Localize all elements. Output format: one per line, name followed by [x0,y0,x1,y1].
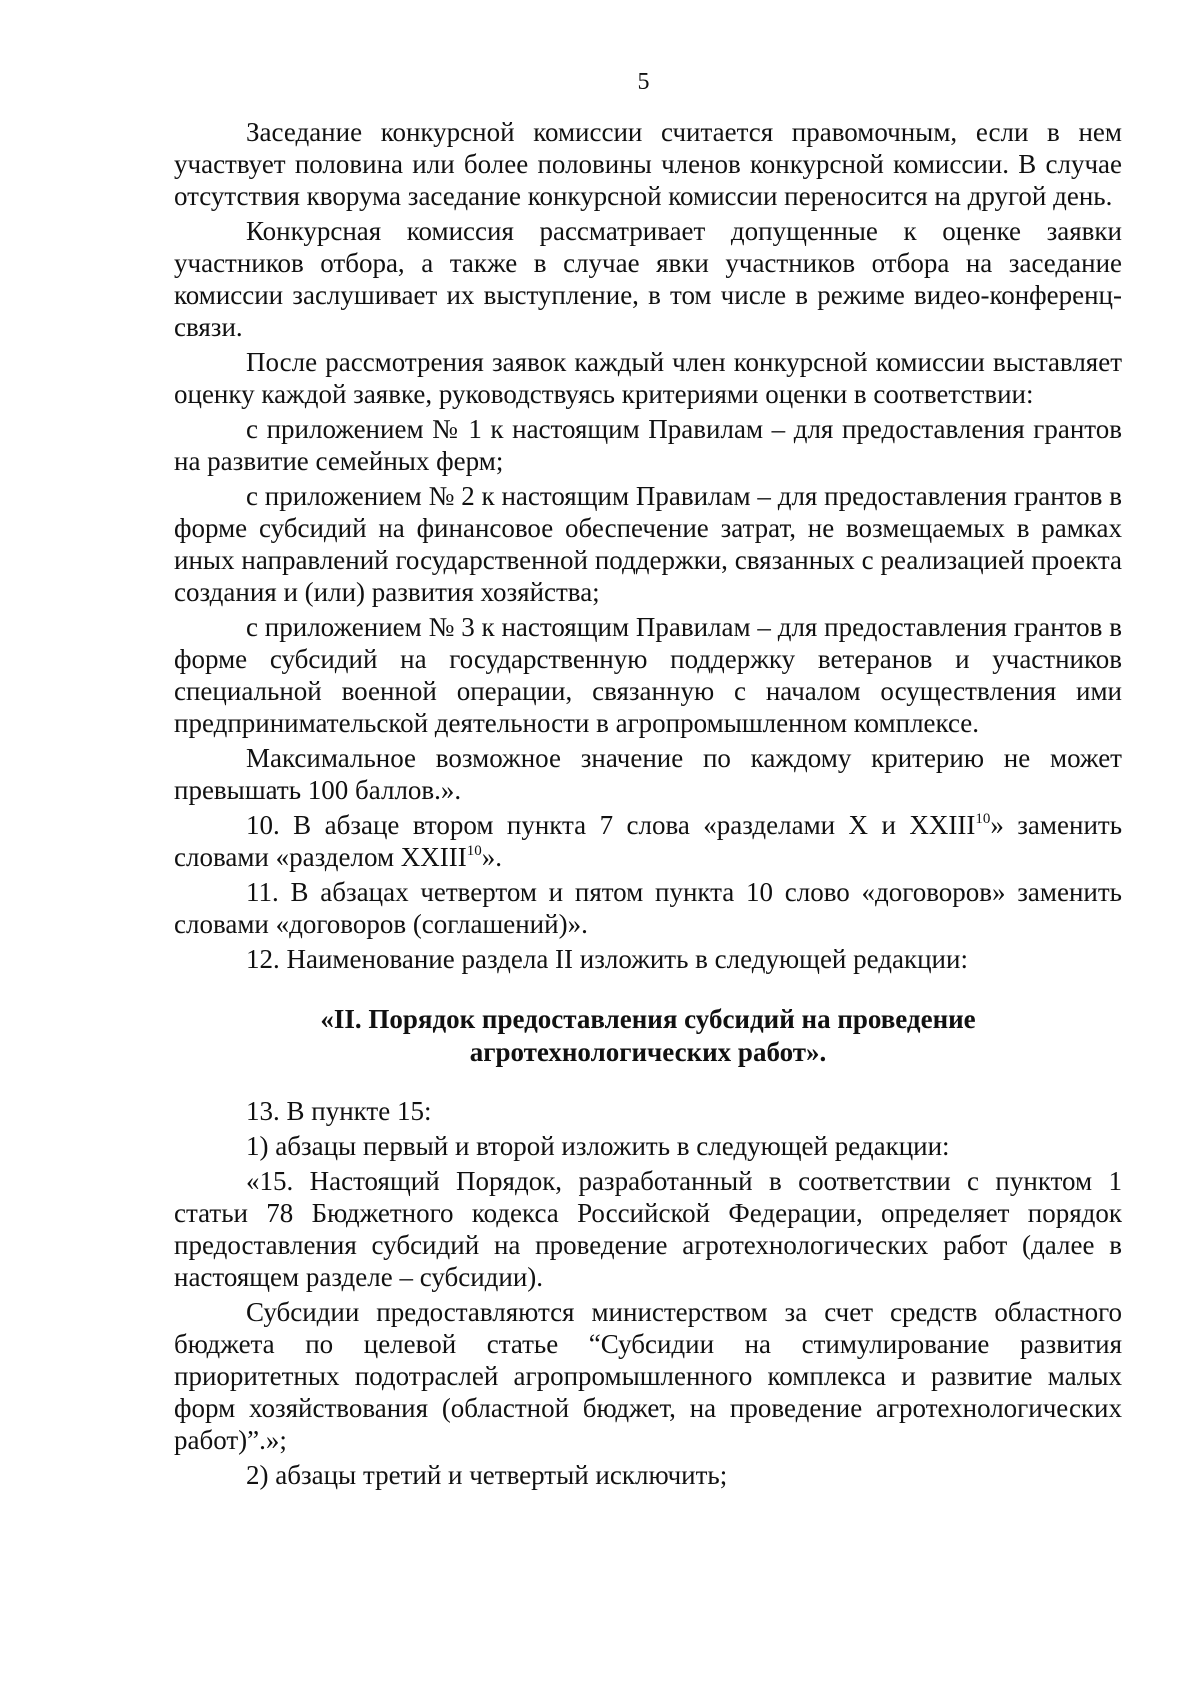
paragraph-quorum: Заседание конкурсной комиссии считается правомочным, если в нем участвует половина или более половины членов конкурсной комиссии. В случае отсутствия кворума заседание конкурсной комиссии переносится на другой день. [174,117,1122,211]
paragraph-subitem-2: 2) абзацы третий и четвертый исключить; [246,1460,728,1490]
page-number: 5 [637,69,650,95]
paragraph-max-score: Максимальное возможное значение по каждому критерию не может превышать 100 баллов.». [174,743,1122,805]
item-10-text-1: 10. В абзаце втором пункта 7 слова «разделами X и XXIII [246,810,976,840]
item-10-superscript-1: 10 [975,811,991,827]
document-body [174,116,1122,1491]
item-10-text-3: ». [481,842,503,872]
paragraph-scoring: После рассмотрения заявок каждый член конкурсной комиссии выставляет оценку каждой заявке, руководствуясь критериями оценки в соответствии: [174,347,1122,409]
paragraph-subitem-1: 1) абзацы первый и второй изложить в следующей редакции: [246,1131,950,1161]
paragraph-appendix-2: с приложением № 2 к настоящим Правилам – для предоставления грантов в форме субсидий на финансовое обеспечение затрат, не возмещаемых в рамках иных направлений государственной поддержки, связанных с реализацией проекта создания и (или) развития хозяйства; [174,481,1122,607]
paragraph-item-12: 12. Наименование раздела II изложить в следующей редакции: [246,944,968,974]
paragraph-appendix-1: с приложением № 1 к настоящим Правилам – для предоставления грантов на развитие семейных ферм; [174,414,1122,476]
section-heading [174,1003,1122,1069]
item-10-text-2: » заменить словами «разделом XXIII [174,810,1123,872]
paragraph-item-15-text: «15. Настоящий Порядок, разработанный в соответствии с пунктом 1 статьи 78 Бюджетного кодекса Российской Федерации, определяет порядок предоставления субсидий на проведение агротехнологических работ (далее в настоящем разделе – субсидии). [174,1166,1122,1292]
paragraph-item-11: 11. В абзацах четвертом и пятом пункта 10 слово «договоров» заменить словами «договоров (соглашений)». [174,877,1122,939]
paragraph-item-10 [174,809,1122,873]
paragraph-commission-review: Конкурсная комиссия рассматривает допущенные к оценке заявки участников отбора, а также в случае явки участников отбора на заседание комиссии заслушивает их выступление, в том числе в режиме видео-конференц-связи. [174,216,1122,342]
item-10-superscript-2: 10 [466,843,482,859]
section-heading-line-2: агротехнологических работ». [469,1037,827,1067]
paragraph-subsidies-budget: Субсидии предоставляются министерством за счет средств областного бюджета по целевой статье “Субсидии на стимулирование развития приоритетных подотраслей агропромышленного комплекса и развитие малых форм хозяйствования (областной бюджет, на проведение агротехнологических работ)”.»; [174,1297,1122,1455]
paragraph-item-13: 13. В пункте 15: [246,1096,432,1126]
section-heading-line-1: «II. Порядок предоставления субсидий на проведение [320,1004,976,1034]
paragraph-appendix-3: с приложением № 3 к настоящим Правилам – для предоставления грантов в форме субсидий на государственную поддержку ветеранов и участников специальной военной операции, связанную с началом осуществления ими предпринимательской деятельности в агропромышленном комплексе. [174,612,1122,738]
